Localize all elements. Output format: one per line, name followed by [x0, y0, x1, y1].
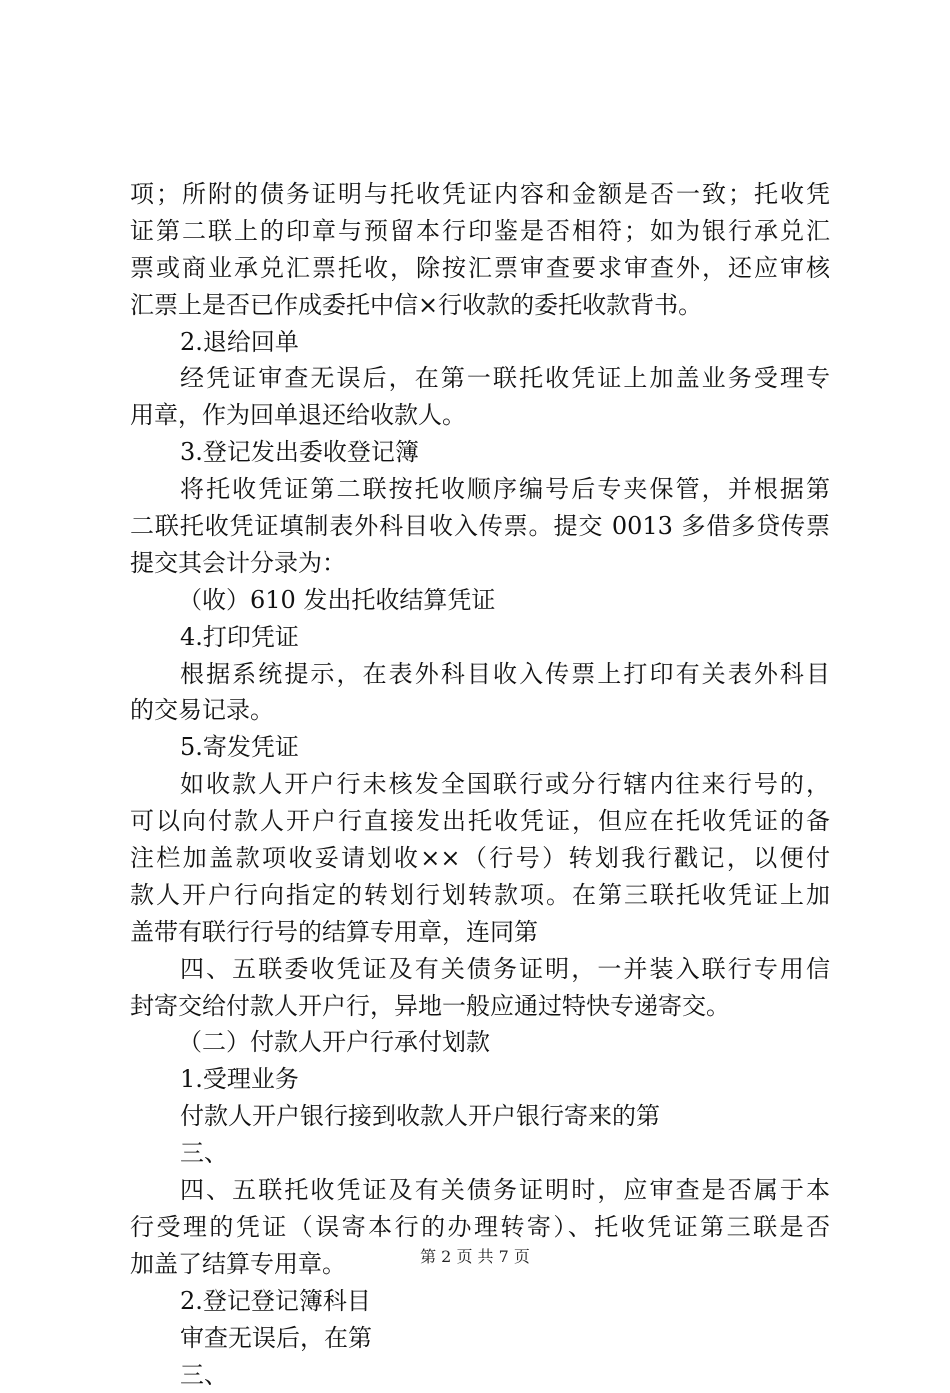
section-heading: 3.登记发出委收登记簿	[130, 434, 830, 471]
text-line: 经凭证审查无误后，在第一联托收凭证上加盖业务受理专	[130, 360, 830, 397]
text-line: 盖带有联行行号的结算专用章，连同第	[130, 914, 830, 951]
section-heading: 5.寄发凭证	[130, 729, 830, 766]
text-line: 根据系统提示，在表外科目收入传票上打印有关表外科目	[130, 656, 830, 693]
text-line: 四、五联托收凭证及有关债务证明时，应审查是否属于本	[130, 1172, 830, 1209]
document-body	[130, 176, 830, 1393]
text-line: 审查无误后，在第	[130, 1320, 830, 1357]
accounting-entry: （收）610 发出托收结算凭证	[130, 582, 830, 619]
text-line: 四、五联委收凭证及有关债务证明，一并装入联行专用信	[130, 951, 830, 988]
text-line: 如收款人开户行未核发全国联行或分行辖内往来行号的，	[130, 766, 830, 803]
page-number-footer: 第 2 页 共 7 页	[0, 1244, 950, 1267]
text-line: 三、	[130, 1357, 830, 1393]
section-heading: 1.受理业务	[130, 1061, 830, 1098]
text-line: 款人开户行向指定的转划行划转款项。在第三联托收凭证上加	[130, 877, 830, 914]
text-line: 付款人开户银行接到收款人开户银行寄来的第	[130, 1098, 830, 1135]
text-line: 票或商业承兑汇票托收，除按汇票审查要求审查外，还应审核	[130, 250, 830, 287]
text-line: 的交易记录。	[130, 692, 830, 729]
text-line: 加盖了结算专用章。	[130, 1246, 830, 1283]
text-line: 注栏加盖款项收妥请划收××（行号）转划我行戳记，以便付	[130, 840, 830, 877]
text-line: 证第二联上的印章与预留本行印鉴是否相符；如为银行承兑汇	[130, 213, 830, 250]
section-heading: 2.登记登记簿科目	[130, 1283, 830, 1320]
text-line: 汇票上是否已作成委托中信×行收款的委托收款背书。	[130, 287, 830, 324]
section-heading: 2.退给回单	[130, 324, 830, 361]
text-line: 项；所附的债务证明与托收凭证内容和金额是否一致；托收凭	[130, 176, 830, 213]
text-line: 用章，作为回单退还给收款人。	[130, 397, 830, 434]
section-heading: （二）付款人开户行承付划款	[130, 1024, 830, 1061]
text-line: 三、	[130, 1135, 830, 1172]
text-line: 可以向付款人开户行直接发出托收凭证，但应在托收凭证的备	[130, 803, 830, 840]
text-line: 将托收凭证第二联按托收顺序编号后专夹保管，并根据第	[130, 471, 830, 508]
text-line: 封寄交给付款人开户行，异地一般应通过特快专递寄交。	[130, 988, 830, 1025]
text-line: 提交其会计分录为：	[130, 545, 830, 582]
text-line: 二联托收凭证填制表外科目收入传票。提交 0013 多借多贷传票	[130, 508, 830, 545]
section-heading: 4.打印凭证	[130, 619, 830, 656]
text-line: 行受理的凭证（误寄本行的办理转寄）、托收凭证第三联是否	[130, 1209, 830, 1246]
